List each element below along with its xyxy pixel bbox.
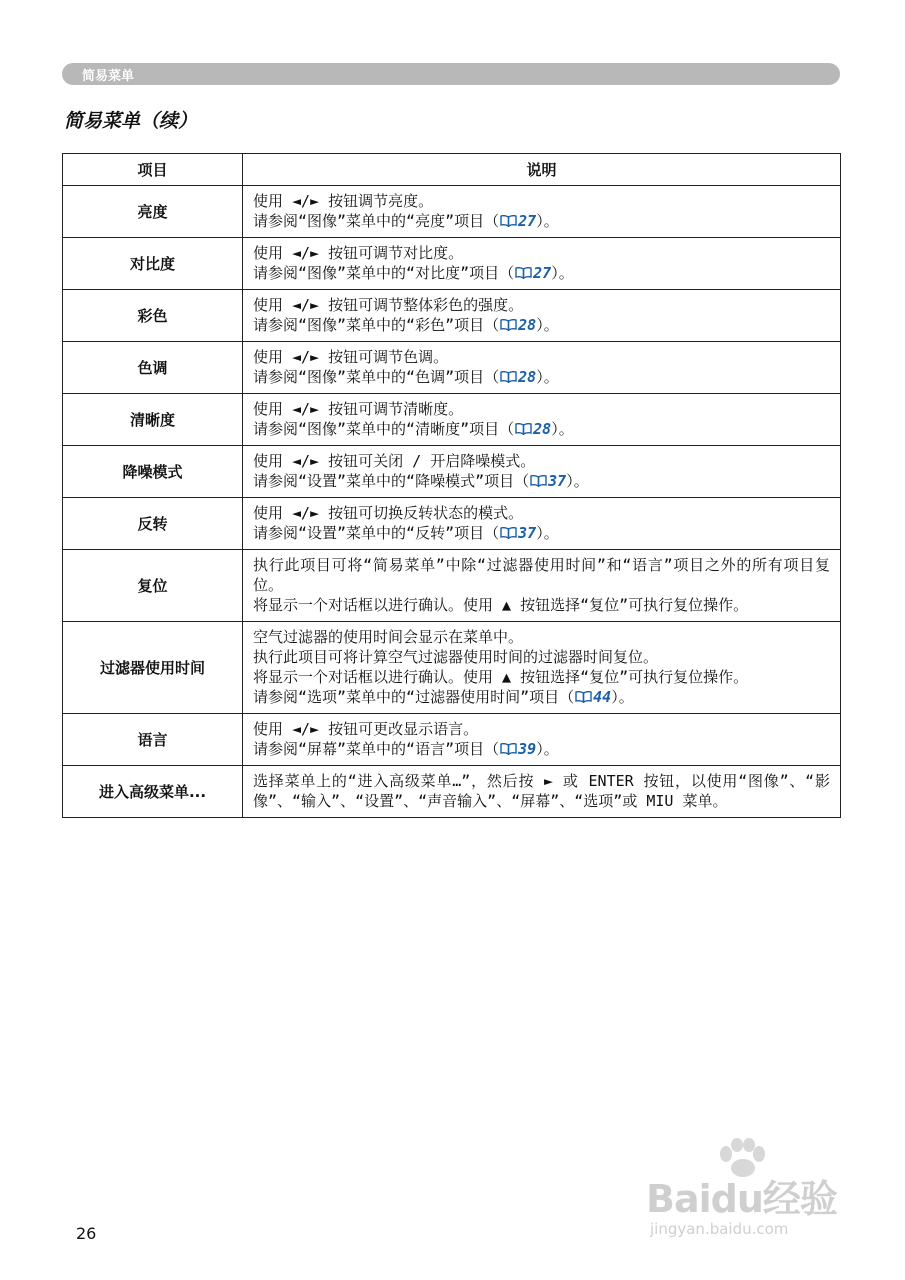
row-description [243,550,841,622]
description-line [253,687,830,707]
watermark-brand: Baidu经验 [646,1177,837,1221]
table-row [63,342,841,394]
description-line [253,191,830,211]
table-row [63,394,841,446]
page-title: 简易菜单（续） [64,110,198,132]
section-header-label: 简易菜单 [82,69,135,84]
table-row [63,498,841,550]
description-line [253,263,830,283]
row-item-name: 清晰度 [63,394,243,446]
row-description [243,394,841,446]
description-text: 请参阅“图像”菜单中的“彩色”项目（ [253,316,500,334]
row-description [243,766,841,818]
column-header-item: 项目 [63,154,243,186]
description-text: 使用 ◄/► 按钮可切换反转状态的模式。 [253,504,524,522]
description-line [253,451,830,471]
row-item-name: 进入高级菜单... [63,766,243,818]
description-line [253,419,830,439]
description-text: 使用 ◄/► 按钮可调节整体彩色的强度。 [253,296,524,314]
description-line [253,471,830,491]
row-description [243,186,841,238]
description-line [253,399,830,419]
table-row [63,622,841,714]
description-line [253,719,830,739]
table-row [63,238,841,290]
section-header-bar [62,63,840,85]
row-item-name: 过滤器使用时间 [63,622,243,714]
row-item-name: 彩色 [63,290,243,342]
page-reference-link[interactable]: 28 [533,420,552,438]
settings-table [62,153,841,818]
column-header-description: 说明 [243,154,841,186]
page-reference-link[interactable]: 39 [518,740,537,758]
page-number: 26 [76,1224,97,1243]
book-reference-icon [500,371,517,383]
description-tail: ）。 [551,420,574,438]
row-item-name: 对比度 [63,238,243,290]
page-reference-link[interactable]: 37 [548,472,567,490]
description-line [253,347,830,367]
book-reference-icon [500,319,517,331]
row-description [243,446,841,498]
description-tail: ）。 [536,524,559,542]
row-item-name: 色调 [63,342,243,394]
description-text: 将显示一个对话框以进行确认。使用 ▲ 按钮选择“复位”可执行复位操作。 [253,596,749,614]
description-line [253,647,830,667]
description-text: 请参阅“图像”菜单中的“色调”项目（ [253,368,500,386]
description-text: 请参阅“设置”菜单中的“降噪模式”项目（ [253,472,530,490]
description-text: 请参阅“图像”菜单中的“清晰度”项目（ [253,420,515,438]
book-reference-icon [500,527,517,539]
book-reference-icon [500,743,517,755]
page-reference-link[interactable]: 27 [518,212,537,230]
description-tail: ）。 [536,316,559,334]
description-text: 使用 ◄/► 按钮可调节色调。 [253,348,449,366]
row-item-name: 复位 [63,550,243,622]
book-reference-icon [530,475,547,487]
description-tail: ）。 [611,688,634,706]
page-reference-link[interactable]: 28 [518,368,537,386]
description-text: 执行此项目可将计算空气过滤器使用时间的过滤器时间复位。 [253,648,659,666]
row-description [243,498,841,550]
row-description [243,290,841,342]
row-item-name: 反转 [63,498,243,550]
description-line [253,739,830,759]
description-text: 请参阅“屏幕”菜单中的“语言”项目（ [253,740,500,758]
table-row [63,186,841,238]
description-text: 将显示一个对话框以进行确认。使用 ▲ 按钮选择“复位”可执行复位操作。 [253,668,749,686]
description-text: 使用 ◄/► 按钮可调节对比度。 [253,244,464,262]
description-tail: ）。 [551,264,574,282]
row-item-name: 亮度 [63,186,243,238]
description-text: 请参阅“图像”菜单中的“亮度”项目（ [253,212,500,230]
description-text: 使用 ◄/► 按钮调节亮度。 [253,192,434,210]
page-reference-link[interactable]: 27 [533,264,552,282]
row-description [243,622,841,714]
table-row [63,766,841,818]
description-tail: ）。 [566,472,589,490]
description-line [253,555,830,595]
book-reference-icon [500,215,517,227]
description-text: 使用 ◄/► 按钮可调节清晰度。 [253,400,464,418]
description-line [253,595,830,615]
description-line [253,315,830,335]
row-description [243,238,841,290]
description-tail: ）。 [536,740,559,758]
table-body [63,186,841,818]
table-row [63,714,841,766]
book-reference-icon [575,691,592,703]
description-text: 使用 ◄/► 按钮可关闭 / 开启降噪模式。 [253,452,536,470]
book-reference-icon [515,267,532,279]
description-text: 请参阅“图像”菜单中的“对比度”项目（ [253,264,515,282]
description-tail: ）。 [536,212,559,230]
description-text: 请参阅“选项”菜单中的“过滤器使用时间”项目（ [253,688,575,706]
row-description [243,714,841,766]
description-line [253,295,830,315]
table-row [63,446,841,498]
description-line [253,367,830,387]
description-text: 空气过滤器的使用时间会显示在菜单中。 [253,628,524,646]
table-row [63,550,841,622]
description-text: 执行此项目可将“简易菜单”中除“过滤器使用时间”和“语言”项目之外的所有项目复位。 [253,556,830,594]
description-line [253,667,830,687]
row-item-name: 语言 [63,714,243,766]
row-item-name: 降噪模式 [63,446,243,498]
description-tail: ）。 [536,368,559,386]
description-line [253,211,830,231]
description-text: 请参阅“设置”菜单中的“反转”项目（ [253,524,500,542]
book-reference-icon [515,423,532,435]
page-reference-link[interactable]: 28 [518,316,537,334]
description-line [253,627,830,647]
baidu-watermark [640,1138,860,1248]
page-reference-link[interactable]: 37 [518,524,537,542]
description-line [253,243,830,263]
description-text: 使用 ◄/► 按钮可更改显示语言。 [253,720,479,738]
row-description [243,342,841,394]
description-text: 选择菜单上的“进入高级菜单…”，然后按 ► 或 ENTER 按钮，以使用“图像”、“影像”、“输入”、“设置”、“声音输入”、“屏幕”、“选项”或 MIU 菜单。 [253,772,830,810]
description-line [253,523,830,543]
description-line [253,771,830,811]
table-header-row [63,154,841,186]
watermark-url: jingyan.baidu.com [650,1220,789,1238]
description-line [253,503,830,523]
page-reference-link[interactable]: 44 [593,688,612,706]
table-row [63,290,841,342]
